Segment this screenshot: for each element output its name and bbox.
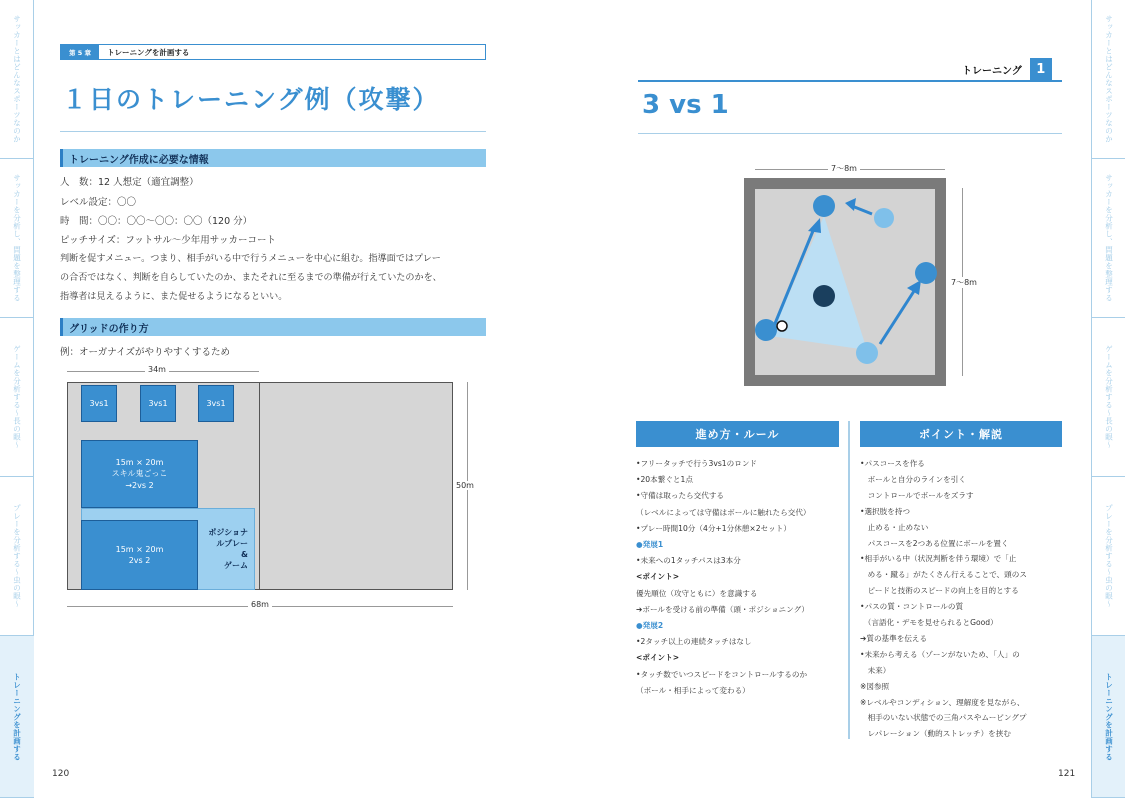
attacker-player-moving (874, 208, 894, 228)
point-line: 未来） (860, 665, 891, 675)
attacker-player (813, 195, 835, 217)
grid-box-2vs2: 15m × 20m 2vs 2 (81, 520, 198, 590)
training-tag (962, 58, 1052, 80)
measure-label-68m: 68m (248, 600, 272, 609)
rules-heading: 進め方・ルール (636, 421, 839, 447)
point-line: ➔質の基準を伝える (860, 633, 928, 643)
rule-line: •2タッチ以上の連続タッチはなし (636, 637, 752, 647)
grid-box-3vs1: 3vs1 (198, 385, 234, 422)
side-tab[interactable]: サッカーとはどんなスポーツなのか (0, 0, 34, 159)
side-tab[interactable]: プレーを分析する〜虫の眼〜 (1092, 477, 1125, 636)
point-line: パスコースを2つある位置にボールを置く (860, 538, 1009, 548)
rondo-diagram (744, 178, 946, 386)
title-divider (60, 131, 486, 132)
measure-label-34m: 34m (145, 365, 169, 374)
point-line: ※レベルやコンディション、理解度を見ながら、 (860, 697, 1025, 707)
point-line: ※図参照 (860, 681, 890, 691)
grid-box-positional: ポジショナ ルプレー & ゲーム (81, 508, 255, 590)
training-tag-number: 1 (1030, 58, 1052, 80)
measure-label-height: 7〜8m (948, 277, 980, 288)
side-tab[interactable]: サッカーを分析し、問題を整理する (0, 159, 34, 318)
attacker-player (915, 262, 937, 284)
chapter-name: トレーニングを計画する (107, 47, 190, 57)
drill-title: 3 vs 1 (642, 90, 729, 120)
grid-intro: 例：オーガナイズがやりやすくするため (60, 347, 231, 358)
measure-label-width: 7〜8m (828, 163, 860, 174)
side-tabs-right (1091, 0, 1125, 798)
rule-line: 優先順位（攻守ともに）を意識する (636, 588, 758, 598)
point-line: •選択肢を持つ (860, 506, 911, 516)
column-separator (848, 421, 850, 739)
page-number-left: 120 (52, 769, 70, 779)
side-tab-active[interactable]: トレーニングを計画する (0, 636, 34, 798)
info-line: の合否ではなく、判断を自らしていたのか、またそれに至るまでの準備が行えていたのかを、 (60, 273, 442, 283)
point-line: ボールと自分のラインを引く (860, 474, 966, 484)
chapter-label (60, 44, 486, 60)
rule-line: ➔ボールを受ける前の準備（頭・ポジショニング） (636, 604, 810, 614)
info-heading: トレーニング作成に必要な情報 (60, 149, 486, 167)
rule-line: （ボール・相手によって変わる） (636, 685, 750, 695)
grid-heading: グリッドの作り方 (60, 318, 486, 336)
side-tab-active[interactable]: トレーニングを計画する (1092, 636, 1125, 798)
rule-line: ●発展2 (636, 621, 664, 630)
grid-box-3vs1: 3vs1 (140, 385, 176, 422)
rule-line: <ポイント> (636, 653, 680, 663)
info-line: 時 間：〇〇：〇〇〜〇〇：〇〇（120 分） (60, 216, 253, 227)
training-tag-label: トレーニング (962, 65, 1022, 77)
point-line: 相手のいない状態での三角パスやムービングプ (860, 713, 1027, 723)
grid-box-skill: 15m × 20m スキル鬼ごっこ →2vs 2 (81, 440, 198, 508)
rule-line: •タッチ数でいつスピードをコントロールするのか (636, 669, 808, 679)
page-title: １日のトレーニング例（攻撃） (62, 85, 440, 114)
side-tab[interactable]: サッカーを分析し、問題を整理する (1092, 159, 1125, 318)
point-line: コントロールでボールをズラす (860, 490, 974, 500)
measure-label-50m: 50m (456, 481, 474, 490)
rule-line: •未来への1タッチパスは3本分 (636, 556, 741, 566)
grid-box-3vs1: 3vs1 (81, 385, 117, 422)
attacker-player (755, 319, 777, 341)
rule-line: ●発展1 (636, 540, 664, 549)
side-tab[interactable]: プレーを分析する〜虫の眼〜 (0, 477, 34, 636)
title-divider (638, 133, 1062, 134)
rule-line: •プレー時間10分（4分+1分休憩×2セット） (636, 523, 791, 533)
point-line: •パスコースを作る (860, 459, 925, 468)
info-line: レベル設定：〇〇 (60, 197, 137, 208)
point-line: •パスの質・コントロールの質 (860, 602, 964, 612)
info-line: 人 数：12 人想定（適宜調整） (60, 177, 199, 188)
info-line: 指導者は見えるように、また促せるようになるといい。 (60, 292, 288, 302)
point-line: 止める・止めない (860, 522, 929, 532)
rule-line: •20本繋ぐと1点 (636, 475, 693, 485)
points-heading: ポイント・解説 (860, 421, 1062, 447)
chapter-number: 第 5 章 (61, 45, 99, 59)
side-tab[interactable]: ゲームを分析する〜長の眼〜 (1092, 318, 1125, 477)
point-line: ピードと技術のスピードの向上を目的とする (860, 586, 1019, 596)
defender-player (813, 285, 835, 307)
point-line: める・蹴る」がたくさん行えることで、頭のス (860, 570, 1027, 580)
point-line: •相手がいる中（状況判断を伴う環境）で「止 (860, 554, 1017, 564)
rule-line: <ポイント> (636, 572, 680, 582)
rule-line: •守備は取ったら交代する (636, 491, 725, 501)
side-tab[interactable]: サッカーとはどんなスポーツなのか (1092, 0, 1125, 159)
attacker-player (856, 342, 878, 364)
info-line: 判断を促すメニュー。つまり、相手がいる中で行うメニューを中心に組む。指導面ではプレー (60, 254, 441, 264)
page-number-right: 121 (1058, 769, 1076, 779)
side-tabs-left (0, 0, 34, 798)
header-rule (638, 80, 1062, 82)
point-line: レパレーション（動的ストレッチ）を挟む (860, 729, 1011, 739)
point-line: •未来から考える（ゾーンがないため、「人」の (860, 649, 1020, 659)
info-line: ピッチサイズ：フットサル〜少年用サッカーコート (60, 235, 277, 246)
ball (777, 321, 787, 331)
pitch-halfway-line (259, 382, 260, 590)
rule-line: （レベルによっては守備はボールに触れたら交代） (636, 507, 811, 517)
side-tab[interactable]: ゲームを分析する〜長の眼〜 (0, 318, 34, 477)
point-line: （言語化・デモを見せられるとGood） (860, 618, 998, 627)
rule-line: •フリータッチで行う3vs1のロンド (636, 459, 758, 468)
